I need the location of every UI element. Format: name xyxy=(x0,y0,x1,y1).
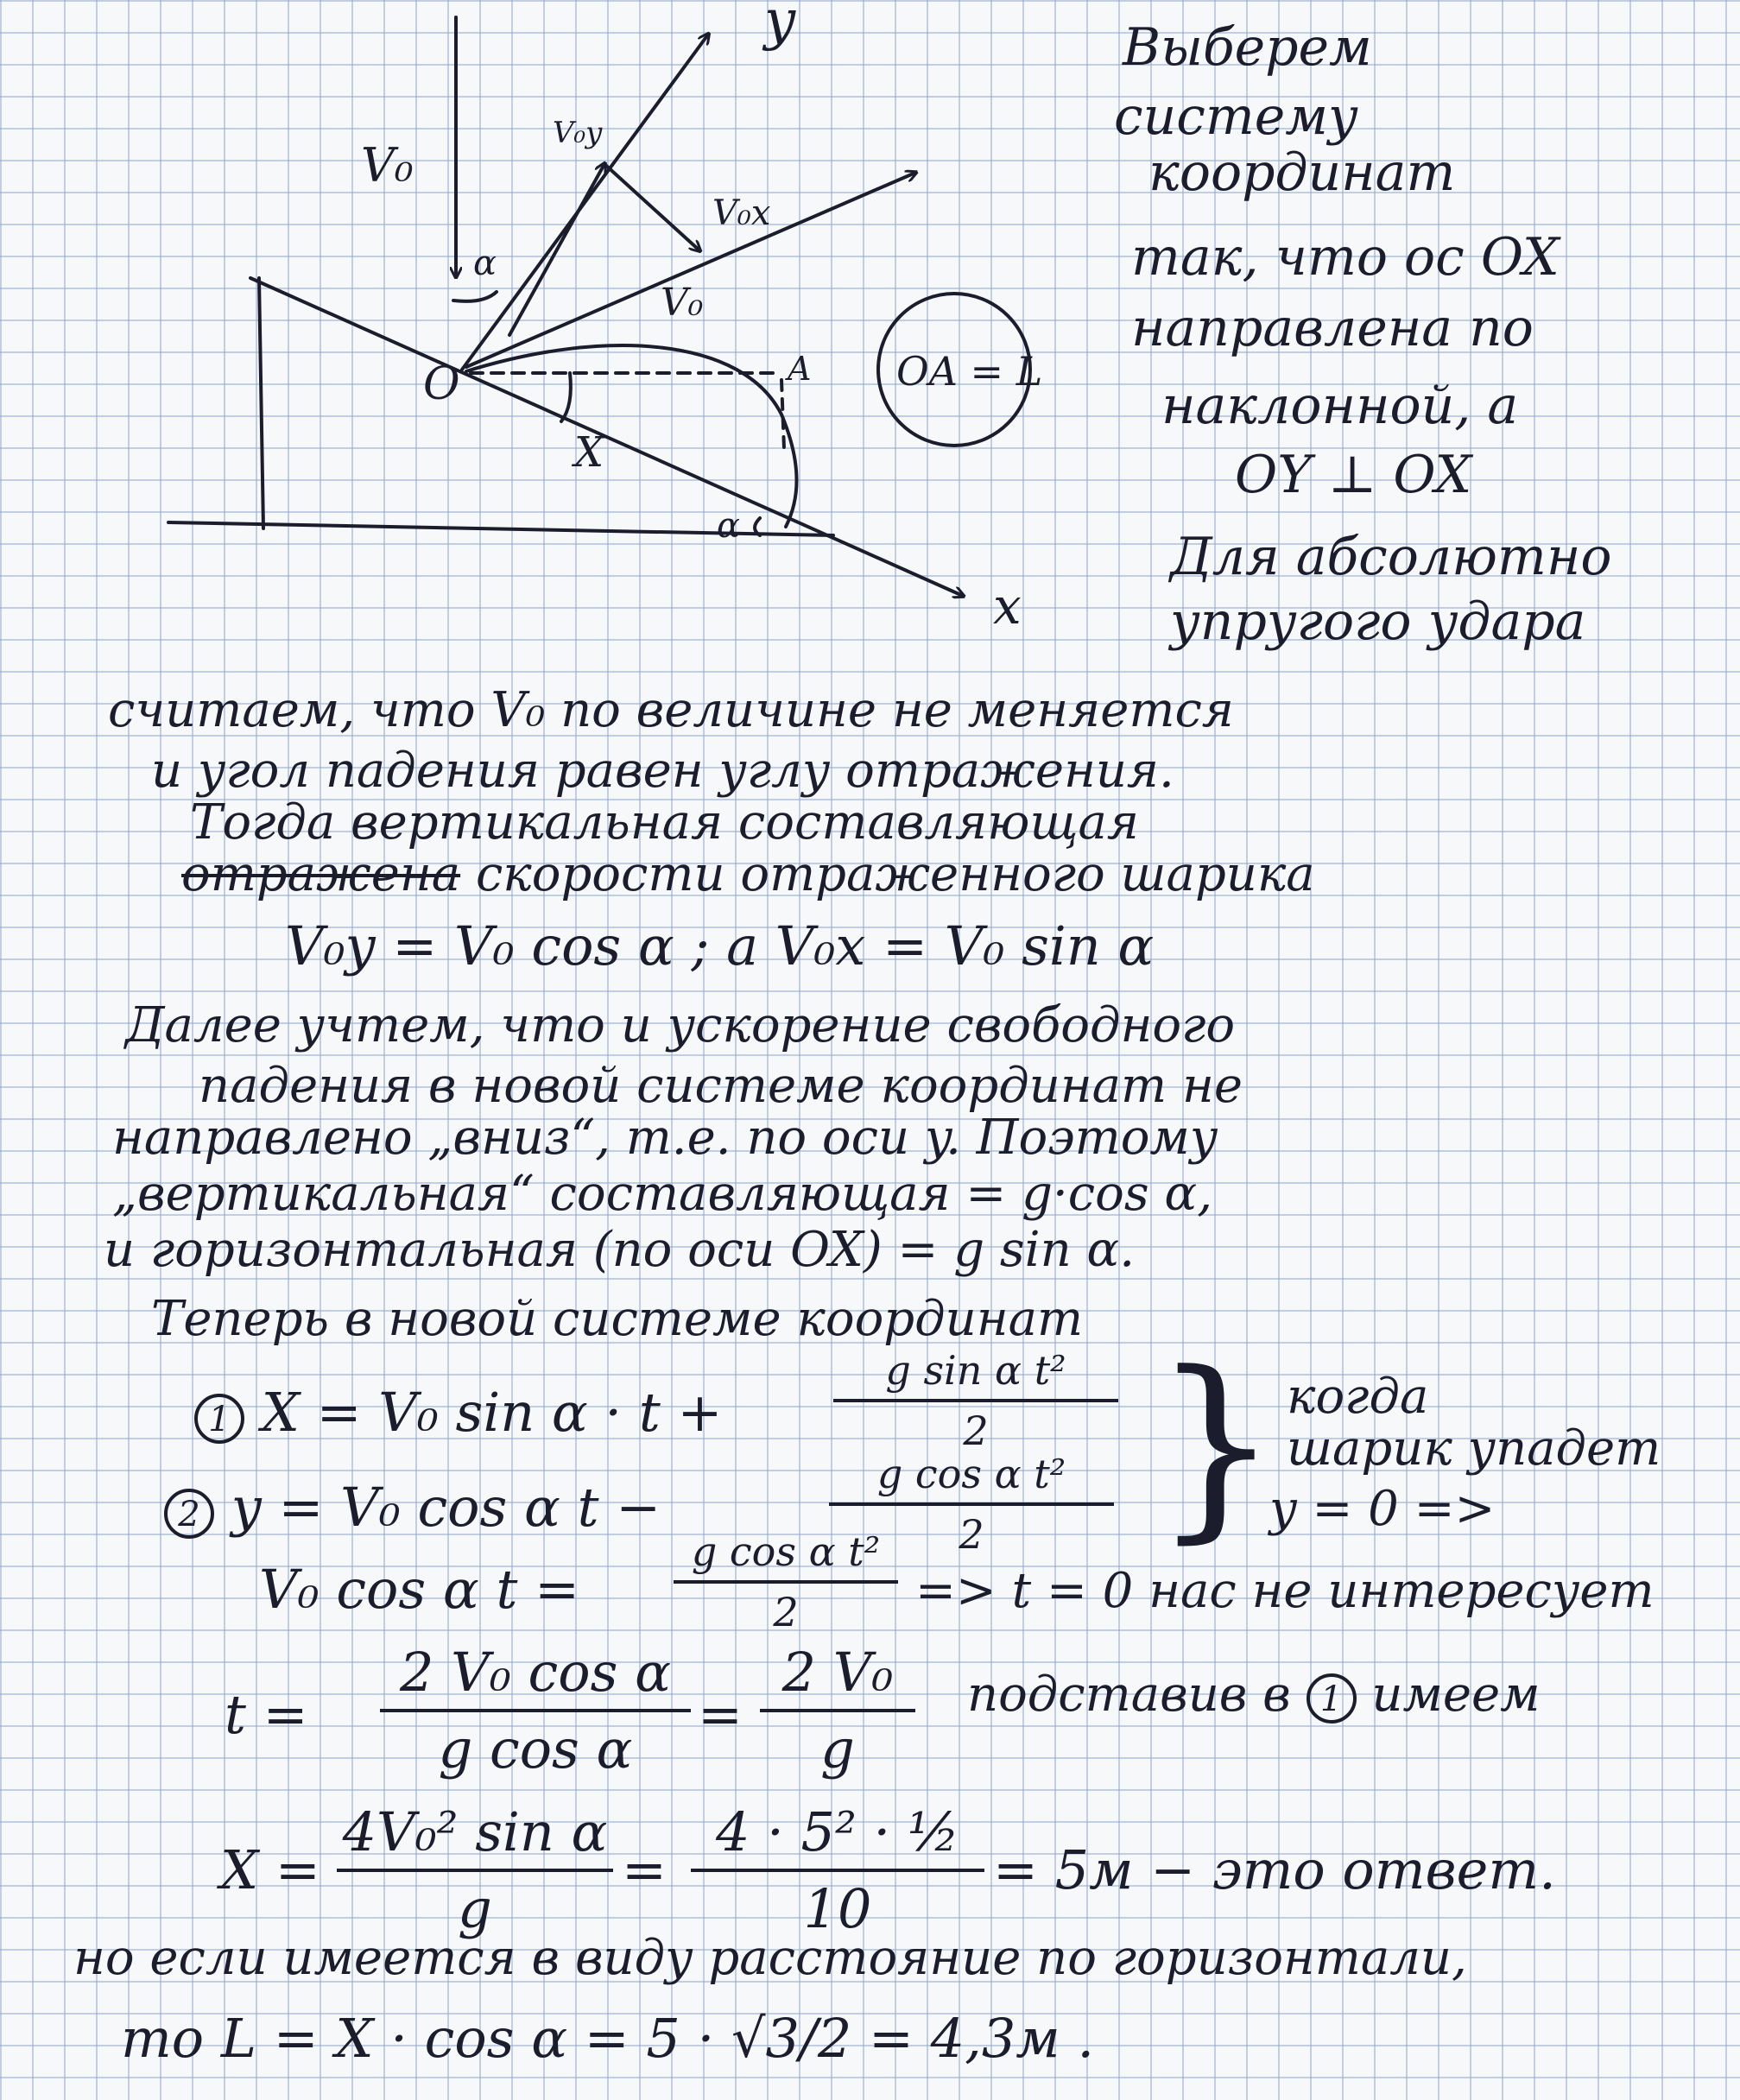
v0y-component-arrow xyxy=(509,164,604,335)
equation-2 xyxy=(164,1476,661,1539)
body-line: но если имеется в виду расстояние по горизонтали, xyxy=(73,1930,1467,1986)
side-note-line: OY ⊥ OX xyxy=(1235,445,1472,505)
body-line: „вертикальная“ составляющая = g·cos α, xyxy=(112,1166,1212,1222)
inclined-plane-diagram xyxy=(0,0,1123,656)
substitution-note xyxy=(967,1667,1541,1724)
equation-5-fraction xyxy=(337,1800,613,1940)
side-note-line: Выберем xyxy=(1123,17,1372,78)
side-note-line: упругого удара xyxy=(1170,591,1586,652)
fraction-denominator: 2 xyxy=(963,1407,989,1454)
side-note-line: направлена по xyxy=(1131,298,1534,358)
axis-y-label: y xyxy=(764,0,796,53)
incline-line xyxy=(250,278,963,596)
equation-mark: 2 xyxy=(164,1489,214,1539)
equation-4-fraction xyxy=(380,1641,691,1781)
fraction-numerator: 4 · 5² · ½ xyxy=(715,1800,960,1863)
fraction-bar xyxy=(674,1580,898,1584)
side-note-line: координат xyxy=(1148,142,1456,203)
alpha-arc-slope xyxy=(561,373,571,421)
equation-4-equals: = xyxy=(698,1683,743,1746)
side-note-line: систему xyxy=(1114,86,1358,147)
body-line-rest: скорости отраженного шарика xyxy=(475,846,1315,902)
alpha-top-label: α xyxy=(473,244,497,283)
body-line: Теперь в новой системе координат xyxy=(151,1291,1084,1347)
equation-4-lhs: t = xyxy=(225,1683,308,1746)
condition-note: шарик упадет xyxy=(1287,1420,1661,1477)
fraction-numerator: g sin α t² xyxy=(885,1347,1066,1394)
body-line: и угол падения равен углу отражения. xyxy=(151,743,1174,799)
fraction-bar xyxy=(833,1399,1118,1402)
equation-1 xyxy=(194,1381,723,1444)
fraction-bar xyxy=(337,1869,613,1872)
body-line: Тогда вертикальная составляющая xyxy=(190,794,1139,851)
fraction-bar xyxy=(380,1709,691,1712)
equation-4-fraction-2 xyxy=(760,1641,915,1781)
equation-5-lhs: X = xyxy=(220,1838,320,1901)
equation-mark: 1 xyxy=(1307,1673,1357,1724)
body-line: Далее учтем, что и ускорение свободного xyxy=(125,997,1236,1053)
fraction-numerator: 4V₀² sin α xyxy=(342,1800,608,1863)
equation-5-equals: = xyxy=(622,1838,667,1901)
side-note-line: так, что ос OX xyxy=(1131,227,1560,288)
x-on-slope-label: X xyxy=(574,428,604,477)
equation-mark: 1 xyxy=(194,1394,244,1444)
point-a-label: A xyxy=(788,350,812,388)
fraction-denominator: 2 xyxy=(959,1511,984,1558)
condition-note: когда xyxy=(1287,1369,1429,1425)
equation-3-lhs: V₀ cos α t = xyxy=(259,1558,580,1621)
side-note-line: Для абсолютно xyxy=(1170,527,1612,587)
alpha-arc-bottom xyxy=(755,518,760,535)
body-line: падения в новой системе координат не xyxy=(199,1058,1243,1114)
equation-2-lhs: y = V₀ cos α t − xyxy=(231,1476,661,1539)
alpha-bottom-label: α xyxy=(717,506,741,546)
answer: = 5м − это ответ. xyxy=(993,1838,1556,1901)
fraction-denominator: g xyxy=(458,1877,492,1940)
body-line: считаем, что V₀ по величине не меняется xyxy=(108,682,1234,738)
fraction-denominator: 10 xyxy=(803,1877,872,1940)
fraction-denominator: g cos α xyxy=(438,1717,633,1781)
equation-5-fraction-2 xyxy=(691,1800,984,1940)
v0-reflected-label: V₀ xyxy=(661,281,704,325)
substitution-text-2: имеем xyxy=(1371,1667,1541,1723)
body-line xyxy=(181,846,1315,902)
fraction-bar xyxy=(691,1869,984,1872)
substitution-text: подставив в xyxy=(967,1667,1291,1723)
v0x-label: V₀x xyxy=(712,193,771,233)
v0x-component-arrow xyxy=(604,164,699,250)
equation-3-fraction xyxy=(674,1528,898,1635)
equation-1-fraction xyxy=(833,1347,1118,1454)
body-line: направлено „вниз“, т.е. по оси y. Поэтому xyxy=(112,1110,1218,1166)
velocity-components-formula: V₀y = V₀ cos α ; а V₀x = V₀ sin α xyxy=(285,914,1155,977)
fraction-numerator: g cos α t² xyxy=(691,1528,881,1575)
axis-x-label: x xyxy=(993,577,1022,636)
struck-word: отражена xyxy=(181,846,461,902)
fraction-numerator: g cos α t² xyxy=(876,1451,1066,1497)
alpha-arc-top xyxy=(453,292,497,301)
fraction-numerator: 2 V₀ xyxy=(781,1641,894,1704)
final-answer: то L = X · cos α = 5 · √3/2 = 4,3м . xyxy=(121,2007,1095,2070)
system-brace: } xyxy=(1153,1331,1280,1561)
body-line: и горизонтальная (по оси OX) = g sin α. xyxy=(104,1222,1136,1278)
v0-vertical-label: V₀ xyxy=(361,138,414,193)
fraction-denominator: 2 xyxy=(773,1589,799,1635)
origin-label: O xyxy=(423,358,460,410)
fraction-bar xyxy=(760,1709,915,1712)
fraction-numerator: 2 V₀ cos α xyxy=(400,1641,671,1704)
wall-line xyxy=(259,278,263,528)
fraction-denominator: g xyxy=(820,1717,855,1781)
v0y-label: V₀y xyxy=(553,116,603,150)
side-note-line: наклонной, а xyxy=(1161,376,1519,436)
condition-note: y = 0 => xyxy=(1269,1481,1496,1537)
fraction-bar xyxy=(829,1502,1114,1506)
oa-equals-l-label: OA = L xyxy=(896,348,1043,395)
equation-3-rhs: => t = 0 нас не интересует xyxy=(915,1563,1655,1619)
equation-1-lhs: X = V₀ sin α · t + xyxy=(261,1381,723,1444)
